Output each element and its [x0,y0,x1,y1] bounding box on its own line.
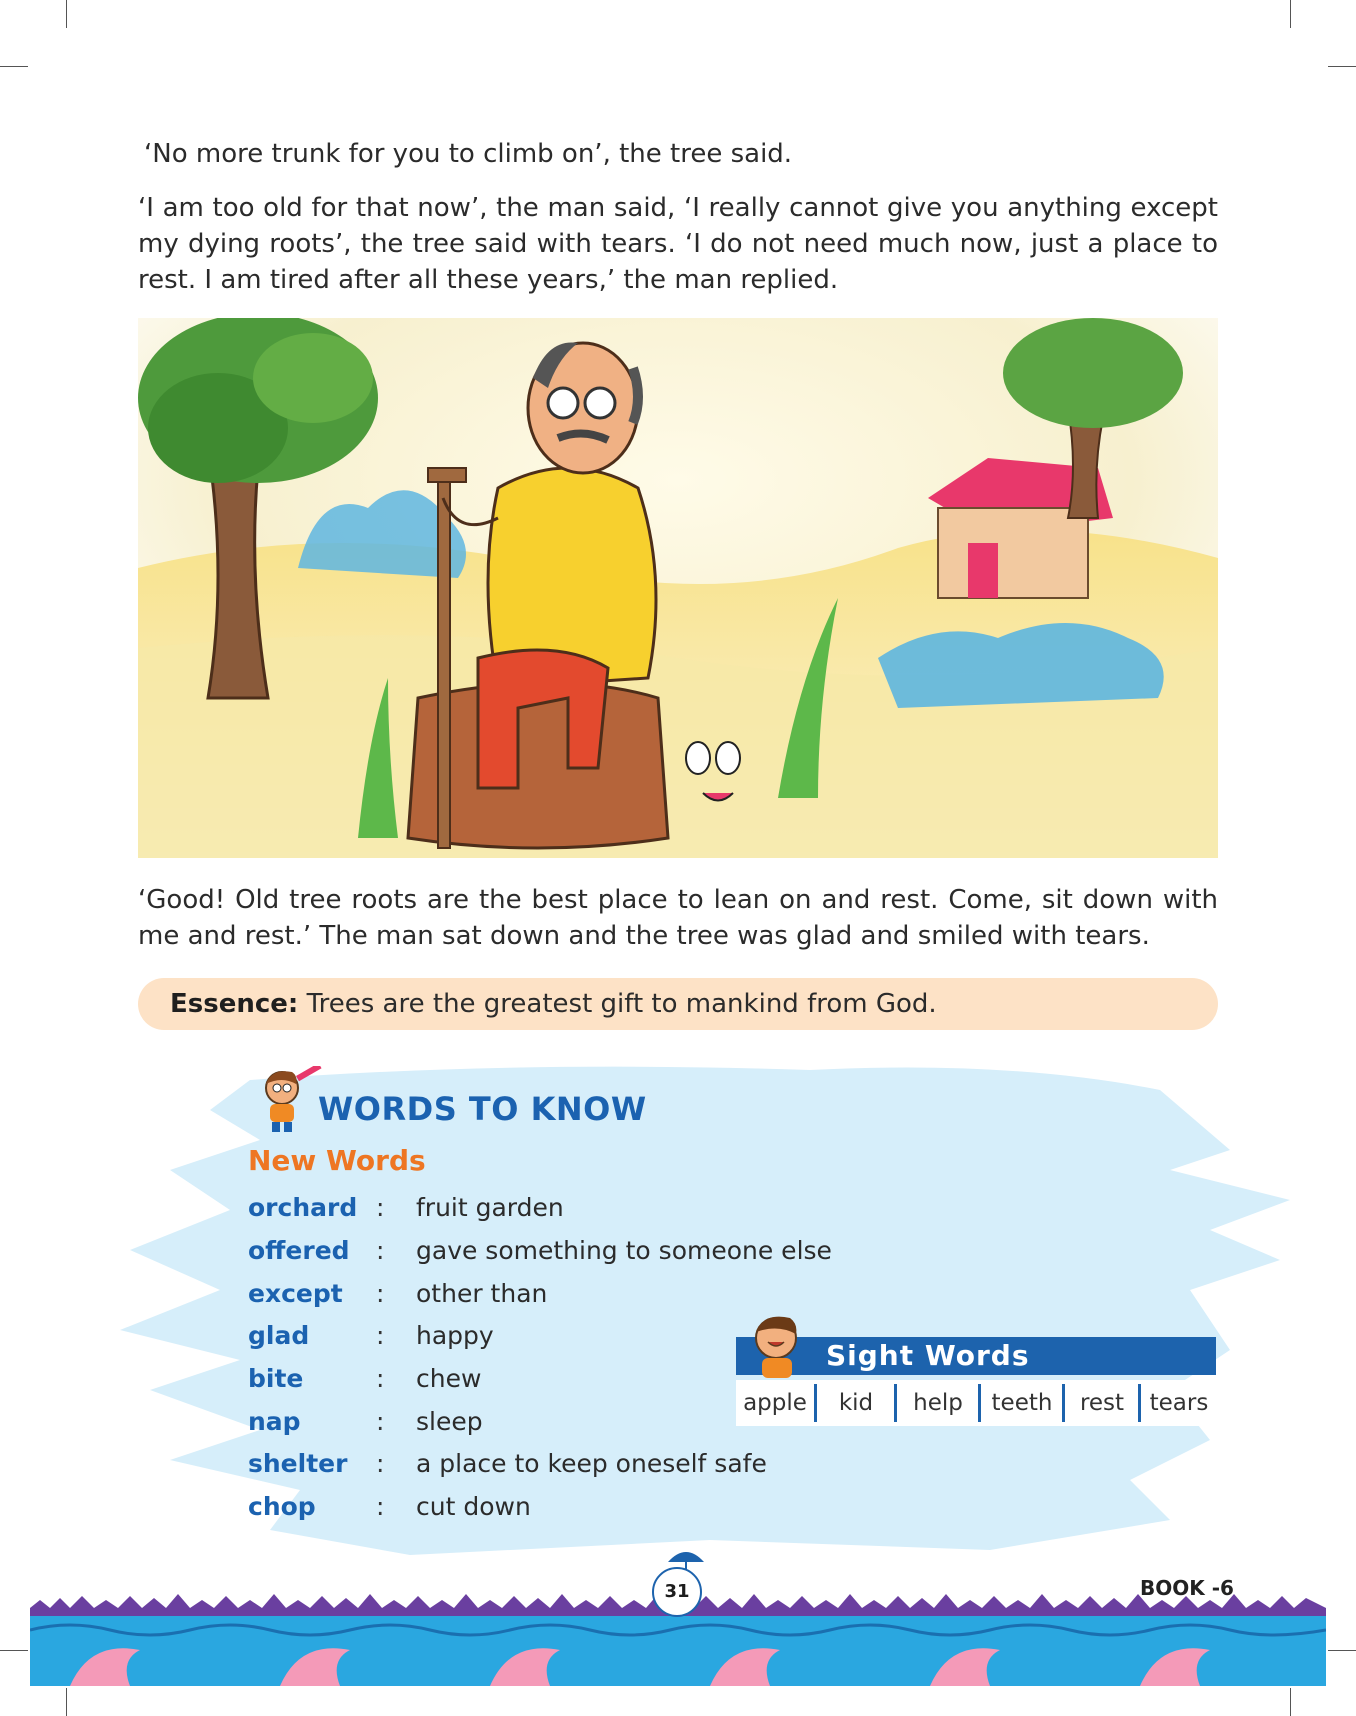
sight-word: apple [743,1390,807,1416]
word-definition: cut down [416,1492,531,1521]
word-term: glad [248,1321,310,1350]
word-colon: : [376,1279,385,1308]
sight-word: teeth [991,1390,1053,1416]
sight-word: help [913,1390,963,1416]
crop-mark [1328,66,1356,67]
sight-words-row [736,1380,1216,1426]
story-paragraph-3: ‘Good! Old tree roots are the best place to lean on and rest. Come, sit down with me and rest.’ The man sat down and the tree was glad and smiled with tears. [138,885,1218,951]
word-colon: : [376,1449,385,1478]
sight-words-title: Sight Words [826,1339,1030,1372]
sight-word-divider [1138,1384,1141,1422]
boy-mascot-icon [252,1066,324,1134]
new-words-heading: New Words [248,1144,426,1177]
word-definition: a place to keep oneself safe [416,1449,767,1478]
crop-mark [1290,1688,1291,1716]
word-term: shelter [248,1449,348,1478]
crop-mark [66,1688,67,1716]
word-colon: : [376,1364,385,1393]
word-definition: sleep [416,1407,483,1436]
word-term: except [248,1279,343,1308]
word-colon: : [376,1236,385,1265]
word-term: orchard [248,1193,358,1222]
story-paragraph-1: ‘No more trunk for you to climb on’, the tree said. [144,139,793,169]
word-term: chop [248,1492,316,1521]
book-label: BOOK -6 [1140,1576,1234,1600]
essence-label: Essence: [170,989,299,1019]
crop-mark [66,0,67,28]
word-term: offered [248,1236,350,1265]
word-colon: : [376,1321,385,1350]
word-definition: chew [416,1364,482,1393]
crop-mark [0,66,28,67]
sight-word: kid [838,1390,874,1416]
page-number: 31 [652,1567,702,1617]
crop-mark [0,1650,28,1651]
word-definition: fruit garden [416,1193,564,1222]
crop-mark [1328,1650,1356,1651]
word-definition: gave something to someone else [416,1236,832,1265]
essence-box [138,978,1218,1030]
sight-word: rest [1079,1390,1125,1416]
word-colon: : [376,1193,385,1222]
sight-word: tears [1149,1390,1209,1416]
essence-text: Trees are the greatest gift to mankind from God. [306,989,937,1019]
word-definition: happy [416,1321,494,1350]
words-to-know-title: WORDS TO KNOW [318,1090,647,1128]
word-colon: : [376,1407,385,1436]
story-illustration [138,318,1218,858]
crop-mark [1290,0,1291,28]
story-paragraph-2: ‘I am too old for that now’, the man said, ‘I really cannot give you anything except my dying roots’, the tree said with tears. ‘I do not need much now, just a place to rest. I am tired after all these years,’ the man replied. [138,193,1218,295]
sight-word-divider [978,1384,981,1422]
word-colon: : [376,1492,385,1521]
sight-word-divider [1062,1384,1065,1422]
word-term: nap [248,1407,301,1436]
kid-mascot-icon [738,1312,812,1378]
sight-word-divider [814,1384,817,1422]
word-definition: other than [416,1279,548,1308]
sight-word-divider [894,1384,897,1422]
word-term: bite [248,1364,304,1393]
